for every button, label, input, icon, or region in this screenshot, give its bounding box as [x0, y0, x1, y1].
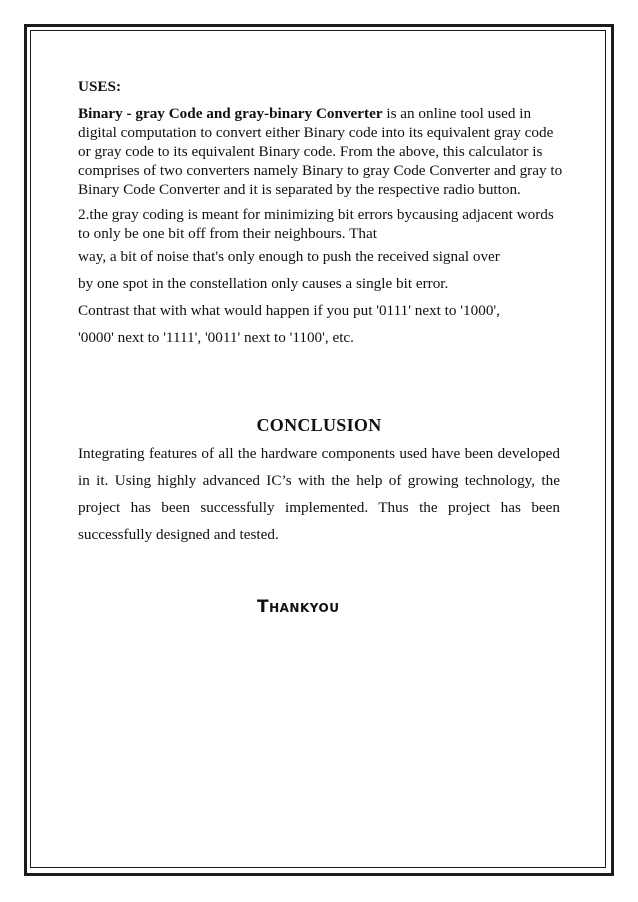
uses-p1-line-1-rest: is an online tool used in [382, 105, 532, 122]
uses-paragraph-2 [78, 205, 560, 351]
conclusion-body: Integrating features of all the hardware components used have been developed in it. Using highly advanced IC’s with the help of growing technology, the project has been successfully implemented. Thus the project has been successfully designed and tested. [78, 445, 560, 543]
uses-p2-line-2: to only be one bit off from their neighbours. That [78, 225, 377, 242]
uses-p1-line-5: Binary Code Converter and it is separated by the respective radio button. [78, 181, 521, 198]
uses-p2-line-5: Contrast that with what would happen if you put '0111' next to '1000', [78, 302, 500, 319]
uses-p2-line-6: '0000' next to '1111', '0011' next to '1100', etc. [78, 329, 354, 346]
uses-heading: USES: [78, 78, 122, 95]
uses-p1-line-4: comprises of two converters namely Binary to gray Code Converter and gray to [78, 162, 563, 179]
uses-p2-line-3: way, a bit of noise that's only enough to push the received signal over [78, 248, 500, 265]
thank-you-text: Thankyou [257, 597, 340, 617]
converter-name-bold: Binary - gray Code and gray-binary Converter [78, 105, 383, 122]
conclusion-heading: CONCLUSION [256, 415, 382, 435]
uses-section [78, 77, 563, 351]
uses-p2-line-1: 2.the gray coding is meant for minimizing bit errors bycausing adjacent words [78, 206, 554, 223]
uses-p2-line-4: by one spot in the constellation only causes a single bit error. [78, 275, 449, 292]
uses-p1-line-3: or gray code to its equivalent Binary code. From the above, this calculator is [78, 143, 543, 160]
uses-p1-line-2: digital computation to convert either Binary code into its equivalent gray code [78, 124, 554, 141]
uses-p1-line-1 [78, 104, 560, 123]
uses-paragraph-1 [78, 104, 563, 199]
